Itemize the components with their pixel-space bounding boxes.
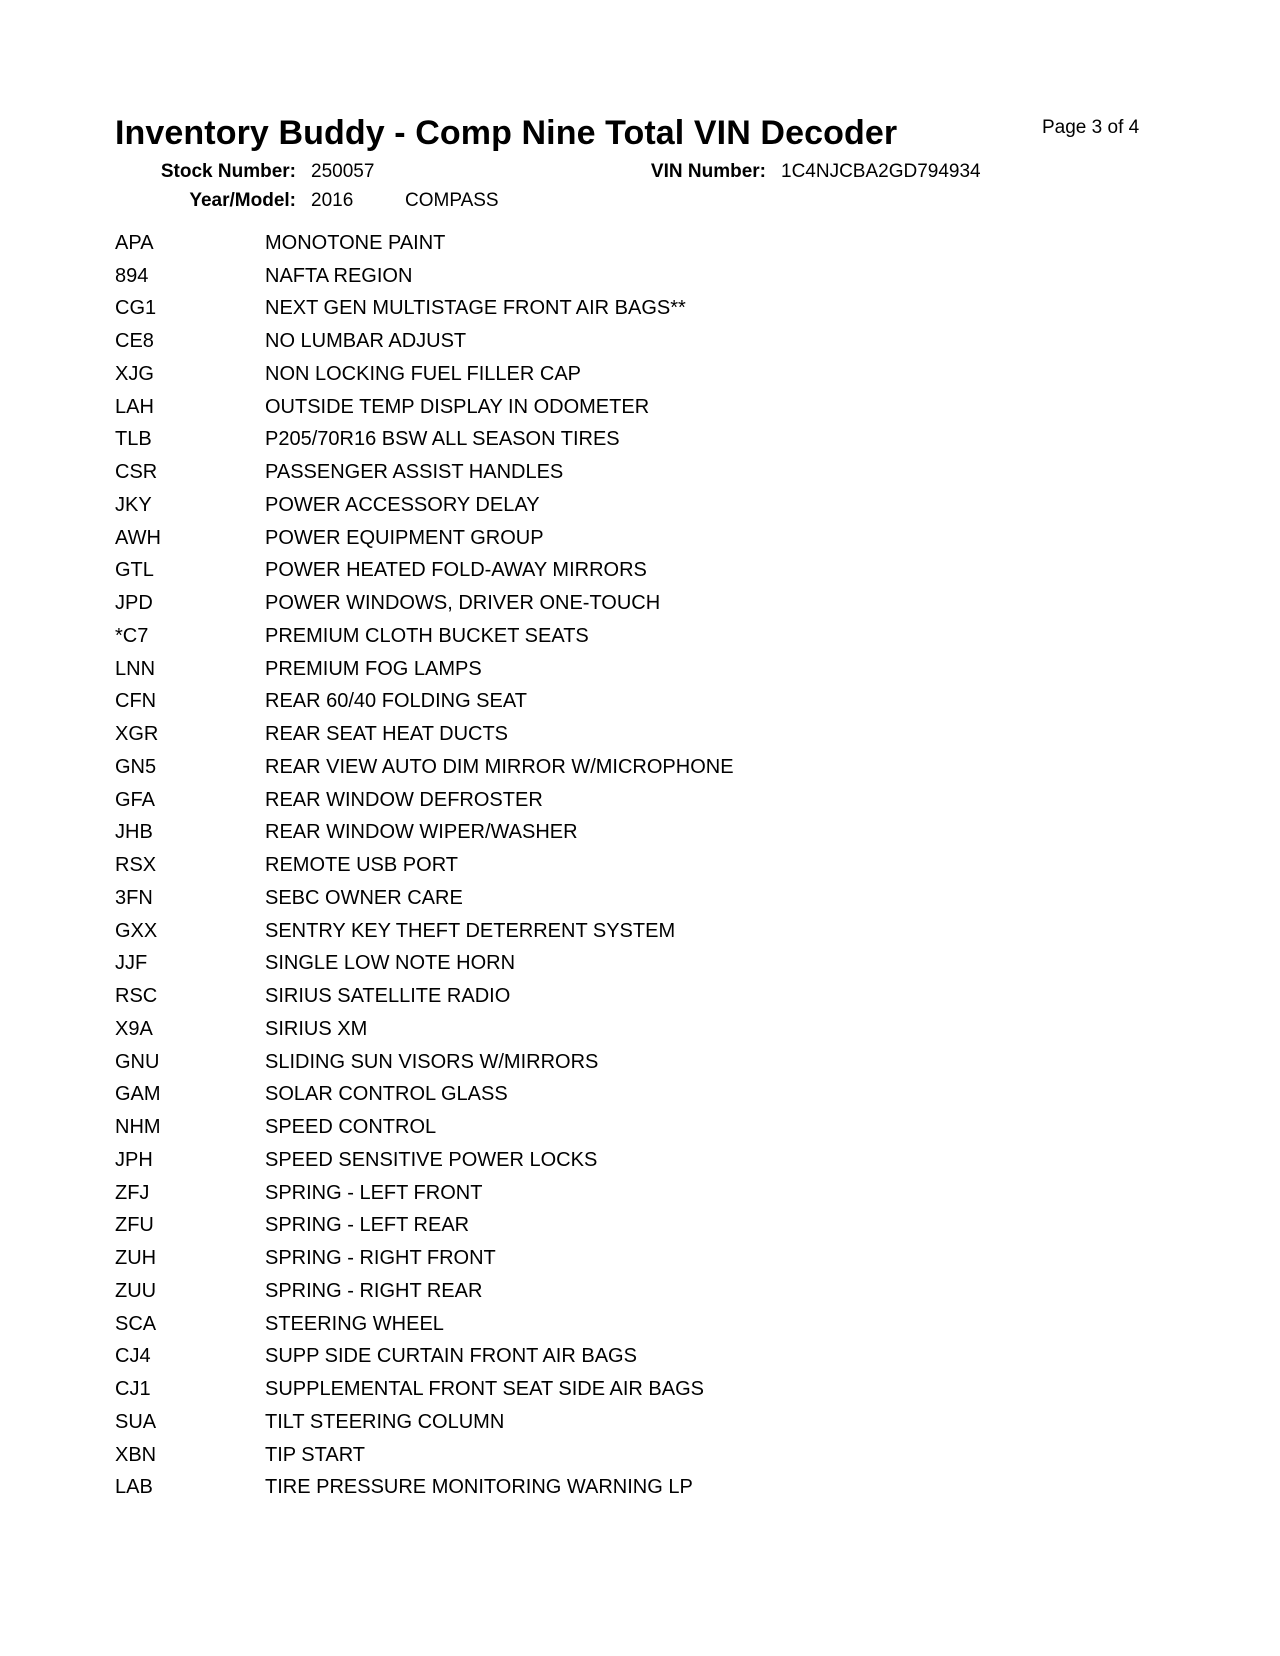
option-code: XBN [115, 1443, 157, 1466]
option-code: CJ4 [115, 1345, 151, 1368]
option-description: POWER HEATED FOLD-AWAY MIRRORS [265, 559, 647, 582]
option-code: LAH [115, 395, 154, 418]
options-list [115, 227, 734, 1504]
model-value: COMPASS [405, 190, 499, 211]
year-value: 2016 [311, 190, 354, 211]
stock-number-value: 250057 [311, 161, 375, 182]
option-description: SIRIUS XM [265, 1017, 368, 1040]
option-code: X9A [115, 1017, 153, 1040]
option-row [115, 620, 734, 653]
option-code: SCA [115, 1312, 157, 1335]
option-description: TIRE PRESSURE MONITORING WARNING LP [265, 1476, 693, 1499]
option-code: *C7 [115, 624, 149, 647]
option-code: GFA [115, 788, 156, 811]
option-description: TIP START [265, 1443, 366, 1466]
option-description: SUPPLEMENTAL FRONT SEAT SIDE AIR BAGS [265, 1378, 705, 1401]
option-row [115, 489, 734, 522]
option-description: SPRING - LEFT REAR [265, 1214, 470, 1237]
option-code: 3FN [115, 886, 153, 909]
option-row [115, 358, 734, 391]
option-description: REAR SEAT HEAT DUCTS [265, 723, 509, 746]
option-code: ZUU [115, 1279, 157, 1302]
option-code: NHM [115, 1116, 161, 1139]
option-row [115, 948, 734, 981]
option-description: NEXT GEN MULTISTAGE FRONT AIR BAGS** [265, 297, 686, 320]
option-description: MONOTONE PAINT [265, 231, 446, 254]
option-code: JPH [115, 1148, 153, 1171]
option-row [115, 1242, 734, 1275]
option-row [115, 653, 734, 686]
option-description: SPRING - RIGHT FRONT [265, 1247, 496, 1270]
option-row [115, 1373, 734, 1406]
option-code: 894 [115, 264, 149, 287]
option-code: CE8 [115, 330, 154, 353]
option-row [115, 1406, 734, 1439]
option-row [115, 1013, 734, 1046]
option-code: LNN [115, 657, 156, 680]
option-row [115, 1275, 734, 1308]
option-description: SENTRY KEY THEFT DETERRENT SYSTEM [265, 919, 676, 942]
vin-number-value: 1C4NJCBA2GD794934 [781, 161, 981, 182]
option-description: POWER ACCESSORY DELAY [265, 493, 540, 516]
option-description: POWER WINDOWS, DRIVER ONE-TOUCH [265, 592, 661, 615]
option-row [115, 751, 734, 784]
option-row [115, 915, 734, 948]
option-row [115, 587, 734, 620]
option-code: GXX [115, 919, 158, 942]
option-row [115, 686, 734, 719]
option-row [115, 260, 734, 293]
option-row [115, 555, 734, 588]
option-row [115, 1046, 734, 1079]
option-description: NAFTA REGION [265, 264, 413, 287]
option-description: SPRING - LEFT FRONT [265, 1181, 483, 1204]
option-description: STEERING WHEEL [265, 1312, 444, 1335]
option-code: SUA [115, 1410, 157, 1433]
option-code: JKY [115, 493, 152, 516]
option-code: JHB [115, 821, 153, 844]
option-code: CG1 [115, 297, 157, 320]
option-row [115, 1472, 734, 1505]
option-description: OUTSIDE TEMP DISPLAY IN ODOMETER [265, 395, 650, 418]
option-row [115, 1308, 734, 1341]
page-number: Page 3 of 4 [1042, 117, 1140, 138]
option-row [115, 424, 734, 457]
option-code: ZUH [115, 1247, 157, 1270]
option-code: JJF [115, 952, 148, 975]
option-row [115, 325, 734, 358]
option-code: AWH [115, 526, 161, 549]
option-code: ZFU [115, 1214, 154, 1237]
option-code: APA [115, 231, 154, 254]
option-code: RSX [115, 854, 157, 877]
option-row [115, 227, 734, 260]
page-title: Inventory Buddy - Comp Nine Total VIN Decoder [115, 114, 898, 152]
option-description: SPEED CONTROL [265, 1116, 437, 1139]
option-description: SEBC OWNER CARE [265, 886, 463, 909]
option-description: REAR WINDOW DEFROSTER [265, 788, 543, 811]
option-code: RSC [115, 985, 158, 1008]
option-code: XJG [115, 362, 154, 385]
option-code: JPD [115, 592, 153, 615]
option-row [115, 293, 734, 326]
option-code: GTL [115, 559, 154, 582]
option-code: GAM [115, 1083, 161, 1106]
option-description: PASSENGER ASSIST HANDLES [265, 461, 564, 484]
option-code: GN5 [115, 755, 157, 778]
option-row [115, 1079, 734, 1112]
option-code: LAB [115, 1476, 153, 1499]
option-description: P205/70R16 BSW ALL SEASON TIRES [265, 428, 620, 451]
option-description: REAR WINDOW WIPER/WASHER [265, 821, 578, 844]
option-code: TLB [115, 428, 152, 451]
stock-number-label: Stock Number: [160, 161, 296, 182]
option-code: CJ1 [115, 1378, 151, 1401]
option-description: REAR 60/40 FOLDING SEAT [265, 690, 527, 713]
option-code: ZFJ [115, 1181, 150, 1204]
option-row [115, 718, 734, 751]
option-description: POWER EQUIPMENT GROUP [265, 526, 544, 549]
option-description: PREMIUM FOG LAMPS [265, 657, 482, 680]
option-description: SIRIUS SATELLITE RADIO [265, 985, 511, 1008]
option-row [115, 1144, 734, 1177]
option-row [115, 882, 734, 915]
option-description: SUPP SIDE CURTAIN FRONT AIR BAGS [265, 1345, 637, 1368]
option-description: REAR VIEW AUTO DIM MIRROR W/MICROPHONE [265, 755, 734, 778]
option-row [115, 391, 734, 424]
option-row [115, 1439, 734, 1472]
year-model-label: Year/Model: [189, 190, 296, 211]
option-row [115, 784, 734, 817]
option-description: SLIDING SUN VISORS W/MIRRORS [265, 1050, 599, 1073]
option-row [115, 1210, 734, 1243]
option-description: SINGLE LOW NOTE HORN [265, 952, 516, 975]
option-code: XGR [115, 723, 159, 746]
option-description: NO LUMBAR ADJUST [265, 330, 467, 353]
option-code: CFN [115, 690, 157, 713]
option-row [115, 1177, 734, 1210]
option-row [115, 522, 734, 555]
option-description: SPRING - RIGHT REAR [265, 1279, 483, 1302]
option-code: CSR [115, 461, 158, 484]
option-row [115, 849, 734, 882]
option-row [115, 1341, 734, 1374]
option-description: PREMIUM CLOTH BUCKET SEATS [265, 624, 589, 647]
option-row [115, 456, 734, 489]
option-description: SOLAR CONTROL GLASS [265, 1083, 508, 1106]
option-row [115, 817, 734, 850]
option-description: REMOTE USB PORT [265, 854, 458, 877]
option-description: NON LOCKING FUEL FILLER CAP [265, 362, 581, 385]
option-code: GNU [115, 1050, 160, 1073]
option-row [115, 980, 734, 1013]
option-row [115, 1111, 734, 1144]
vin-number-label: VIN Number: [650, 161, 766, 182]
option-description: SPEED SENSITIVE POWER LOCKS [265, 1148, 598, 1171]
option-description: TILT STEERING COLUMN [265, 1410, 505, 1433]
